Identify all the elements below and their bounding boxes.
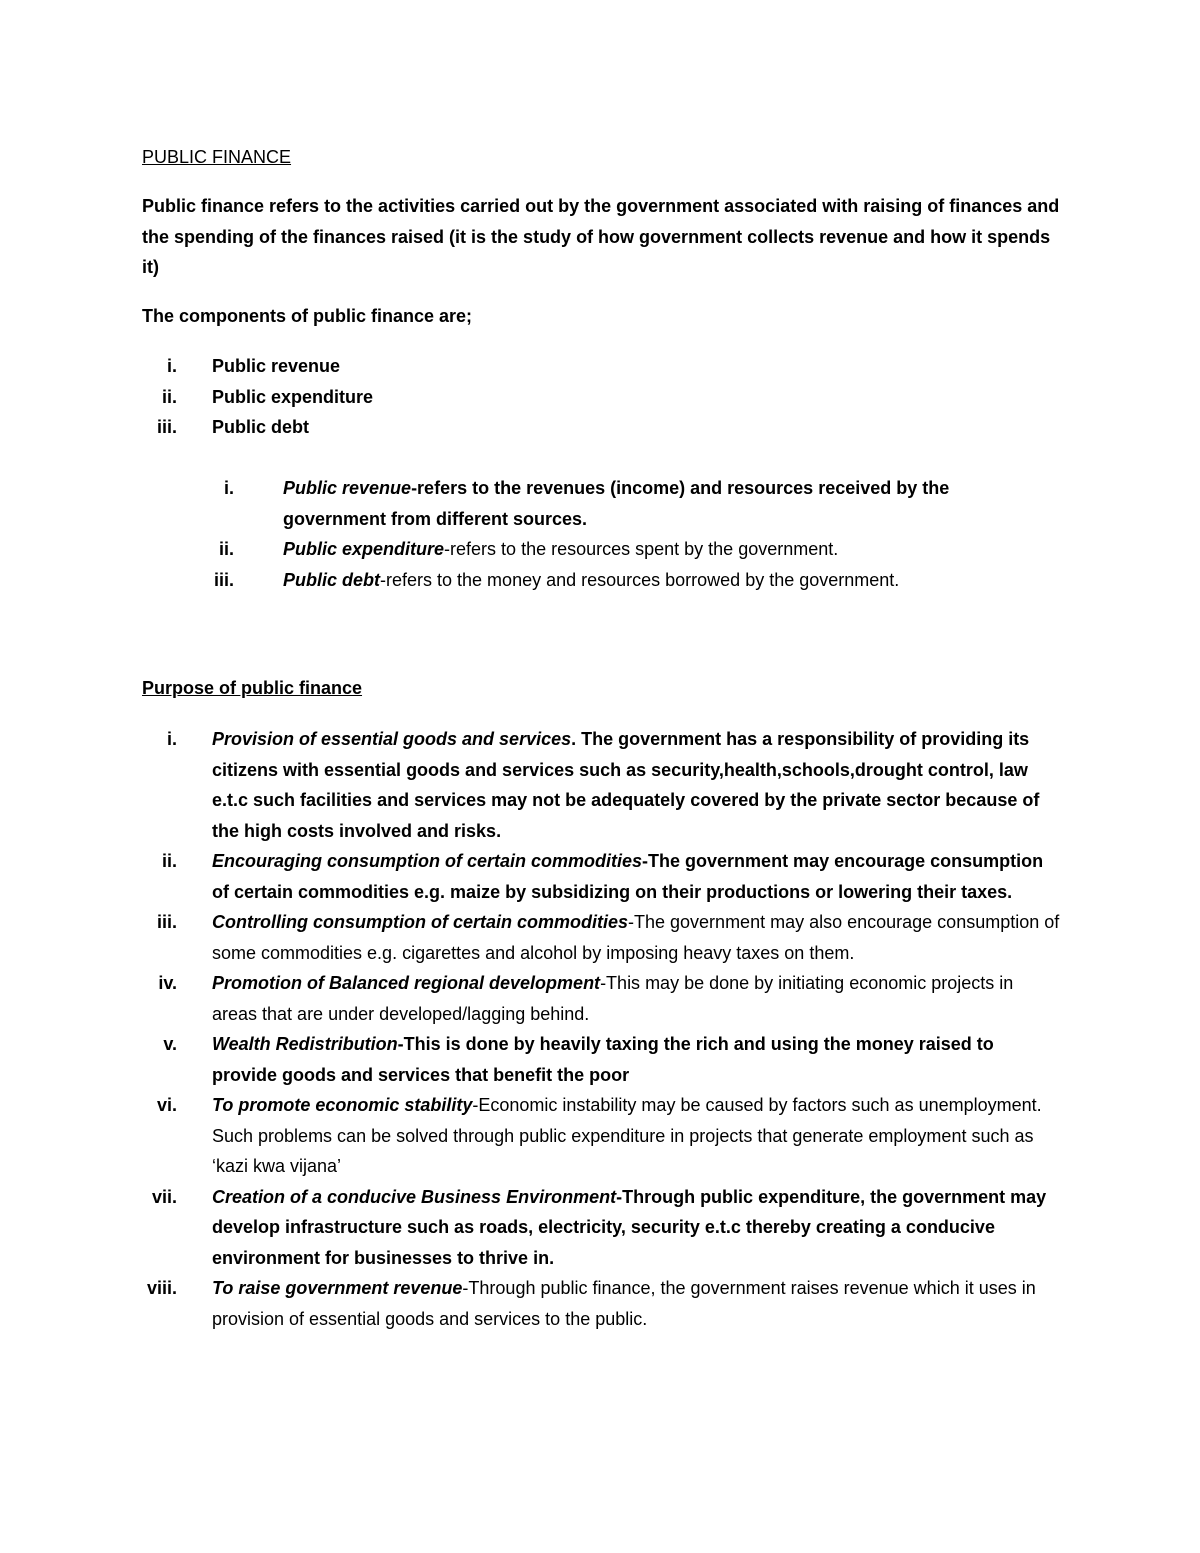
purpose-text: -This may be done by initiating economic projects in areas that are under developed/lagging behind. bbox=[212, 973, 1014, 1024]
purpose-text: . The government has a responsibility of providing its citizens with essential goods and services such as security,health,schools,drought control, law e.t.c such facilities and services may not be adequately covered by the private sector because of the high costs involved and risks. bbox=[212, 729, 1040, 841]
purpose-text: -The government may encourage consumption of certain commodities e.g. maize by subsidizing on their productions or lowering their taxes. bbox=[212, 851, 1044, 902]
list-marker: vii. bbox=[151, 1186, 177, 1207]
purposes-list bbox=[0, 724, 1200, 1334]
intro-paragraph: Public finance refers to the activities carried out by the government associated with raising of finances and the spending of the finances raised (it is the study of how government collects revenue and how it spends it) bbox=[142, 196, 1060, 277]
purpose-heading: Purpose of public finance bbox=[142, 678, 363, 698]
purpose-term: Wealth Redistribution bbox=[212, 1034, 398, 1054]
list-marker: ii. bbox=[161, 851, 177, 871]
purpose-term: Encouraging consumption of certain commodities bbox=[212, 851, 643, 871]
list-marker: viii. bbox=[146, 1278, 177, 1298]
list-marker: iii. bbox=[213, 569, 234, 590]
purpose-text: -The government may also encourage consumption of some commodities e.g. cigarettes and alcohol by imposing heavy taxes on them. bbox=[212, 912, 1060, 963]
list-marker: iii. bbox=[156, 417, 177, 437]
definitions-list bbox=[0, 473, 1200, 595]
definition-text: -refers to the resources spent by the government. bbox=[444, 539, 839, 559]
purpose-term: Provision of essential goods and services bbox=[212, 729, 572, 749]
page-title: PUBLIC FINANCE bbox=[142, 147, 292, 167]
components-list bbox=[0, 351, 1200, 443]
components-lead: The components of public finance are; bbox=[142, 306, 473, 326]
purpose-text: -This is done by heavily taxing the rich and using the money raised to provide goods and services that benefit the poor bbox=[212, 1034, 994, 1085]
list-marker: iv. bbox=[158, 973, 177, 993]
purpose-text: -Through public expenditure, the government may develop infrastructure such as roads, electricity, security e.t.c thereby creating a conducive environment for businesses to thrive in. bbox=[212, 1186, 1047, 1268]
list-item bbox=[0, 1273, 1200, 1334]
list-item-text: Public revenue bbox=[212, 356, 341, 376]
list-item-text: Public expenditure bbox=[212, 386, 374, 407]
list-marker: ii. bbox=[218, 539, 234, 559]
list-item-text: Public debt bbox=[212, 417, 310, 437]
list-item bbox=[0, 565, 1200, 596]
purpose-term: Controlling consumption of certain commodities bbox=[212, 912, 629, 932]
purpose-term: To promote economic stability bbox=[212, 1095, 473, 1115]
definition-term: Public expenditure bbox=[283, 539, 445, 559]
definition-term: Public revenue bbox=[283, 478, 412, 498]
definition-text: -refers to the revenues (income) and resources received by the government from different sources. bbox=[283, 478, 950, 529]
list-item bbox=[0, 534, 1200, 565]
list-item bbox=[0, 1182, 1200, 1274]
purpose-text: -Through public finance, the government raises revenue which it uses in provision of essential goods and services to the public. bbox=[212, 1278, 1036, 1329]
purpose-term: To raise government revenue bbox=[212, 1278, 463, 1298]
list-marker: i. bbox=[166, 356, 177, 376]
list-item bbox=[0, 907, 1200, 968]
purpose-text: -Economic instability may be caused by factors such as unemployment. Such problems can be solved through public expenditure in projects that generate employment such as ‘kazi kwa vijana’ bbox=[212, 1095, 1042, 1176]
definition-term: Public debt bbox=[283, 569, 381, 590]
list-item bbox=[0, 473, 1200, 534]
purpose-term: Creation of a conducive Business Environment bbox=[212, 1186, 617, 1207]
list-marker: iii. bbox=[156, 912, 177, 932]
purpose-term: Promotion of Balanced regional development bbox=[212, 973, 601, 993]
list-item bbox=[0, 724, 1200, 846]
list-marker: vi. bbox=[156, 1095, 177, 1115]
list-item bbox=[0, 351, 1200, 382]
definition-text: -refers to the money and resources borrowed by the government. bbox=[380, 569, 900, 590]
list-marker: v. bbox=[163, 1034, 177, 1054]
list-item bbox=[0, 1090, 1200, 1182]
list-item bbox=[0, 846, 1200, 907]
list-item bbox=[0, 968, 1200, 1029]
list-item bbox=[0, 1029, 1200, 1090]
list-marker: ii. bbox=[161, 386, 177, 407]
list-item bbox=[0, 412, 1200, 443]
list-marker: i. bbox=[166, 729, 177, 749]
list-marker: i. bbox=[223, 478, 234, 498]
list-item bbox=[0, 382, 1200, 413]
